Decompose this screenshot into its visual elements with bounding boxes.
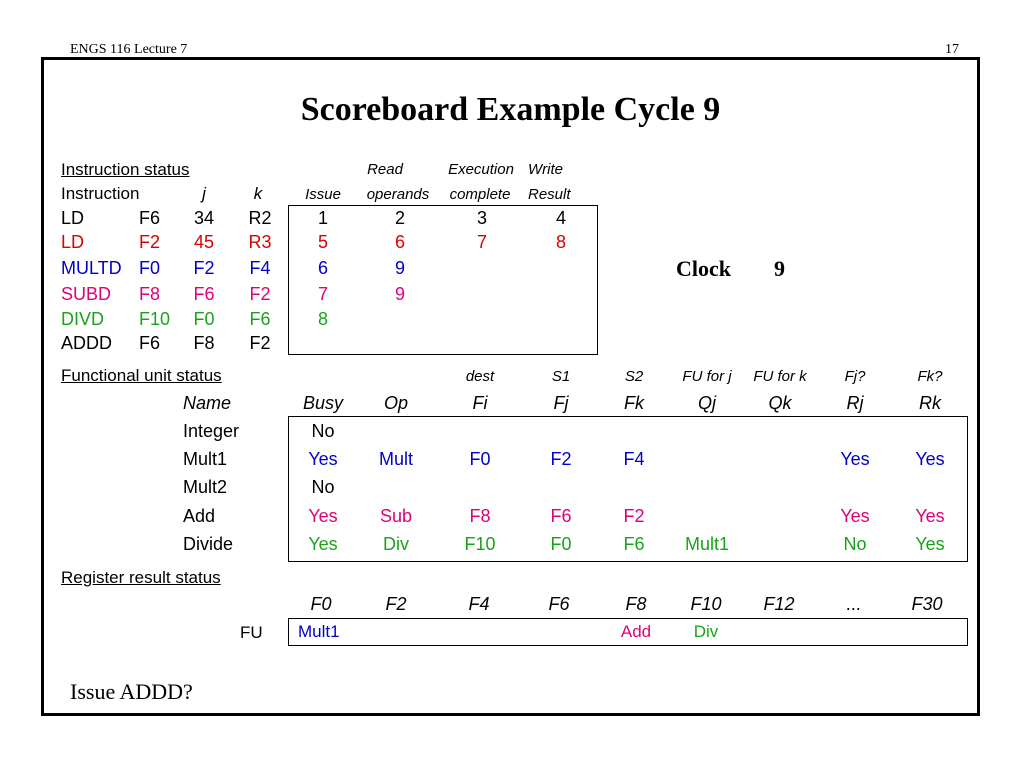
register-name-cell: F0 [310, 594, 332, 614]
fu-top-label-rj: Fj? [844, 368, 866, 385]
instruction-op-cell: DIVD [61, 309, 105, 329]
fu-busy-cell: Yes [308, 449, 338, 469]
instruction-dest-cell: F6 [139, 333, 161, 353]
instruction-col-label: Instruction [61, 184, 140, 203]
exec-label-1: Execution [448, 161, 514, 178]
fu-col-label-fk: Fk [624, 393, 644, 413]
fu-fk-cell: F4 [623, 449, 645, 469]
register-name-cell: F30 [911, 594, 943, 614]
instruction-read-cell: 9 [394, 284, 405, 304]
fu-fi-cell: F10 [464, 534, 496, 554]
instruction-j-cell: F6 [193, 284, 215, 304]
instruction-op-cell: ADDD [61, 333, 113, 353]
register-fu-cell: Add [620, 622, 652, 641]
fu-col-label-fj: Fj [553, 393, 569, 413]
write-label-2: Result [528, 186, 571, 203]
instruction-k-cell: R2 [248, 208, 272, 228]
instruction-k-cell: F2 [249, 333, 271, 353]
instruction-j-cell: F8 [193, 333, 215, 353]
instruction-write-cell: 4 [555, 208, 566, 228]
read-label-1: Read [367, 161, 403, 178]
instruction-j-cell: F0 [193, 309, 215, 329]
instruction-read-cell: 6 [394, 232, 405, 252]
page-number: 17 [945, 42, 959, 57]
fu-fj-cell: F0 [550, 534, 572, 554]
fu-top-label-fi: dest [465, 368, 495, 385]
register-fu-cell: Mult1 [298, 622, 340, 641]
fu-rk-cell: Yes [915, 449, 945, 469]
register-name-cell: F12 [763, 594, 795, 614]
j-col-label: j [202, 184, 206, 203]
fu-name-cell: Mult1 [183, 449, 228, 469]
fu-fj-cell: F6 [550, 506, 572, 526]
fu-op-cell: Mult [378, 449, 413, 469]
fu-busy-cell: Yes [308, 506, 338, 526]
fu-fi-cell: F0 [469, 449, 491, 469]
exec-label-2: complete [449, 186, 511, 203]
fu-fj-cell: F2 [550, 449, 572, 469]
instruction-dest-cell: F10 [139, 309, 171, 329]
instruction-dest-cell: F2 [139, 232, 161, 252]
fu-col-label-rj: Rj [846, 393, 864, 413]
fu-top-label-fj: S1 [551, 368, 571, 385]
issue-col-label: Issue [305, 186, 341, 203]
fu-rk-cell: Yes [915, 534, 945, 554]
clock-value: 9 [774, 256, 785, 281]
fu-qj-cell: Mult1 [684, 534, 729, 554]
instruction-k-cell: F6 [249, 309, 271, 329]
fu-top-label-rk: Fk? [917, 368, 943, 385]
register-name-cell: F8 [625, 594, 647, 614]
fu-col-label-rk: Rk [919, 393, 941, 413]
instruction-j-cell: 34 [193, 208, 215, 228]
slide-title: Scoreboard Example Cycle 9 [300, 91, 721, 128]
clock-label: Clock [676, 256, 731, 281]
fu-busy-cell: Yes [308, 534, 338, 554]
lecture-header: ENGS 116 Lecture 7 [70, 42, 188, 57]
instruction-issue-cell: 1 [317, 208, 328, 228]
instruction-issue-cell: 7 [317, 284, 328, 304]
fu-col-label-qj: Qj [698, 393, 716, 413]
instruction-read-cell: 2 [394, 208, 405, 228]
instruction-k-cell: R3 [248, 232, 272, 252]
fu-col-label-busy: Busy [302, 393, 344, 413]
instruction-op-cell: LD [61, 232, 85, 252]
fu-rj-cell: No [843, 534, 867, 554]
instruction-k-cell: F2 [249, 284, 271, 304]
instruction-write-cell: 8 [555, 232, 566, 252]
register-name-cell: F10 [690, 594, 722, 614]
write-label-1: Write [528, 161, 563, 178]
register-name-cell: ... [846, 594, 862, 614]
instruction-issue-cell: 6 [317, 258, 328, 278]
fu-name-cell: Divide [183, 534, 234, 554]
functional-unit-status-heading: Functional unit status [61, 366, 222, 385]
fu-fk-cell: F2 [623, 506, 645, 526]
fu-top-label-qk: FU for k [753, 368, 807, 385]
fu-col-label-name: Name [183, 393, 232, 413]
fu-rk-cell: Yes [915, 506, 945, 526]
instruction-dest-cell: F6 [139, 208, 161, 228]
fu-col-label-fi: Fi [472, 393, 488, 413]
instruction-k-cell: F4 [249, 258, 271, 278]
instruction-issue-cell: 8 [317, 309, 328, 329]
register-name-cell: F2 [385, 594, 407, 614]
instruction-exec-cell: 7 [476, 232, 487, 252]
register-fu-cell: Div [693, 622, 719, 641]
instruction-op-cell: LD [61, 208, 85, 228]
fu-col-label-qk: Qk [768, 393, 792, 413]
instruction-exec-cell: 3 [476, 208, 487, 228]
fu-fi-cell: F8 [469, 506, 491, 526]
register-name-cell: F4 [468, 594, 490, 614]
instruction-op-cell: MULTD [61, 258, 122, 278]
fu-rj-cell: Yes [840, 506, 870, 526]
fu-op-cell: Sub [379, 506, 413, 526]
fu-rj-cell: Yes [840, 449, 870, 469]
instruction-dest-cell: F0 [139, 258, 161, 278]
instruction-read-cell: 9 [394, 258, 405, 278]
fu-top-label-qj: FU for j [682, 368, 732, 385]
k-col-label: k [253, 184, 263, 203]
fu-name-cell: Add [183, 506, 216, 526]
issue-question: Issue ADDD? [70, 679, 193, 704]
fu-col-label-op: Op [383, 393, 408, 413]
fu-top-label-fk: S2 [624, 368, 644, 385]
fu-busy-cell: No [311, 421, 335, 441]
fu-op-cell: Div [383, 534, 409, 554]
fu-fk-cell: F6 [623, 534, 645, 554]
register-result-status-heading: Register result status [61, 568, 221, 587]
instruction-op-cell: SUBD [61, 284, 112, 304]
fu-name-cell: Integer [183, 421, 240, 441]
read-label-2: operands [366, 186, 430, 203]
instruction-dest-cell: F8 [139, 284, 161, 304]
instruction-j-cell: F2 [193, 258, 215, 278]
fu-row-label: FU [240, 623, 263, 642]
fu-name-cell: Mult2 [183, 477, 228, 497]
fu-busy-cell: No [311, 477, 335, 497]
instruction-status-heading: Instruction status [61, 160, 190, 179]
instruction-j-cell: 45 [193, 232, 215, 252]
register-name-cell: F6 [548, 594, 570, 614]
instruction-issue-cell: 5 [317, 232, 328, 252]
